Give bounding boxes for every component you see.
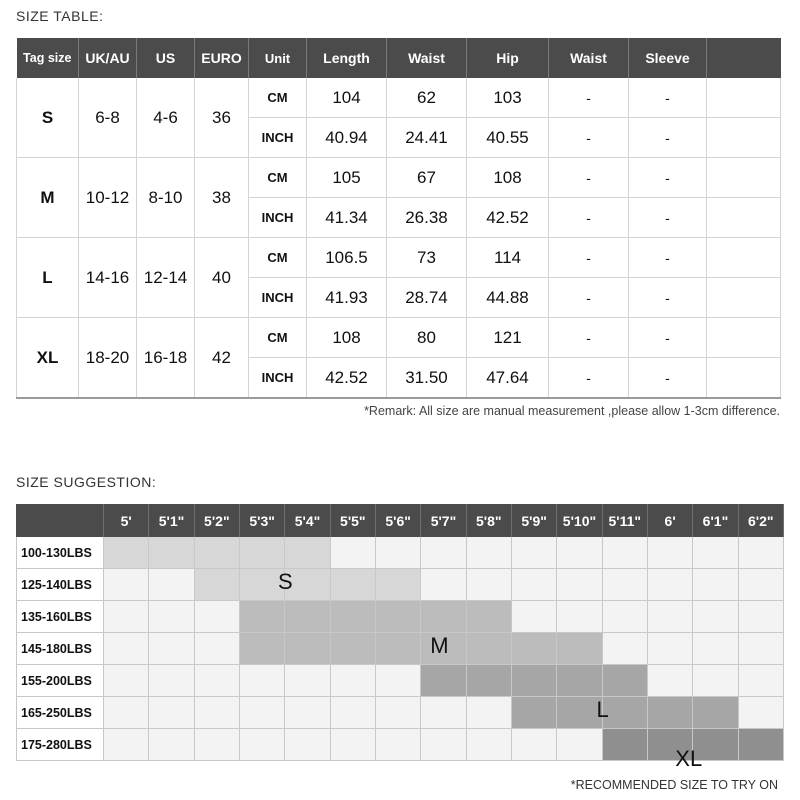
us-cell: 16-18 (137, 318, 195, 399)
grid-cell (195, 729, 240, 761)
uk-au-cell: 10-12 (79, 158, 137, 238)
grid-cell (557, 569, 602, 601)
us-cell: 8-10 (137, 158, 195, 238)
height-header: 6'1" (693, 504, 738, 537)
grid-cell (512, 729, 557, 761)
grid-cell (648, 537, 693, 569)
grid-cell (240, 537, 285, 569)
grid-cell (240, 729, 285, 761)
grid-cell (285, 537, 330, 569)
waist-2-cell: - (549, 278, 629, 318)
size-suggestion-title: SIZE SUGGESTION: (16, 474, 157, 490)
grid-cell (331, 665, 376, 697)
grid-cell (603, 537, 648, 569)
grid-cell (240, 633, 285, 665)
grid-cell (603, 569, 648, 601)
grid-corner-header (16, 504, 104, 537)
grid-cell (467, 569, 512, 601)
grid-cell (603, 601, 648, 633)
sleeve-cell: - (629, 198, 707, 238)
grid-cell (149, 601, 194, 633)
header-waist: Waist (387, 38, 467, 78)
uk-au-cell: 14-16 (79, 238, 137, 318)
grid-cell (376, 633, 421, 665)
grid-cell (467, 697, 512, 729)
unit-cell: INCH (249, 198, 307, 238)
grid-cell (557, 665, 602, 697)
grid-cell (603, 729, 648, 761)
sleeve-cell: - (629, 238, 707, 278)
grid-cell (421, 697, 466, 729)
blank-cell (707, 238, 781, 278)
grid-cell (512, 665, 557, 697)
grid-cell (693, 601, 738, 633)
grid-cell (331, 697, 376, 729)
hip-cell: 44.88 (467, 278, 549, 318)
grid-cell (739, 569, 784, 601)
size-suggestion-grid (16, 504, 784, 772)
euro-cell: 42 (195, 318, 249, 399)
height-header: 5' (104, 504, 149, 537)
grid-cell (104, 537, 149, 569)
height-header: 5'5" (331, 504, 376, 537)
grid-cell (104, 697, 149, 729)
grid-cell (195, 633, 240, 665)
hip-cell: 103 (467, 78, 549, 118)
grid-cell (557, 537, 602, 569)
grid-cell (285, 601, 330, 633)
unit-cell: CM (249, 318, 307, 358)
grid-cell (648, 665, 693, 697)
euro-cell: 38 (195, 158, 249, 238)
hip-cell: 108 (467, 158, 549, 198)
zone-label-xl: XL (675, 746, 703, 772)
header-waist-2: Waist (549, 38, 629, 78)
header-sleeve: Sleeve (629, 38, 707, 78)
uk-au-cell: 6-8 (79, 78, 137, 158)
blank-cell (707, 318, 781, 358)
grid-cell (376, 697, 421, 729)
header-length: Length (307, 38, 387, 78)
height-header: 5'10" (557, 504, 602, 537)
grid-cell (557, 729, 602, 761)
grid-cell (648, 601, 693, 633)
grid-cell (467, 729, 512, 761)
header-blank (707, 38, 781, 78)
sleeve-cell: - (629, 118, 707, 158)
height-header: 5'2" (195, 504, 240, 537)
grid-cell (693, 569, 738, 601)
grid-cell (331, 537, 376, 569)
waist-2-cell: - (549, 318, 629, 358)
waist-cell: 28.74 (387, 278, 467, 318)
size-suggestion-note: *RECOMMENDED SIZE TO TRY ON (570, 778, 778, 792)
grid-cell (603, 697, 648, 729)
grid-cell (149, 537, 194, 569)
grid-cell (285, 697, 330, 729)
grid-cell (331, 569, 376, 601)
grid-cell (149, 697, 194, 729)
header-euro: EURO (195, 38, 249, 78)
waist-cell: 80 (387, 318, 467, 358)
size-row-xl-cm (17, 318, 781, 358)
grid-cell (693, 665, 738, 697)
grid-cell (104, 665, 149, 697)
grid-cell (195, 665, 240, 697)
grid-cell (421, 569, 466, 601)
blank-cell (707, 118, 781, 158)
grid-cell (693, 633, 738, 665)
unit-cell: INCH (249, 118, 307, 158)
size-table-remark: *Remark: All size are manual measurement ,please allow 1-3cm difference. (364, 404, 780, 418)
sleeve-cell: - (629, 78, 707, 118)
height-header: 5'9" (512, 504, 557, 537)
grid-cell (421, 665, 466, 697)
weight-label: 175-280LBS (16, 729, 104, 761)
grid-cell (195, 601, 240, 633)
length-cell: 40.94 (307, 118, 387, 158)
blank-cell (707, 158, 781, 198)
grid-cell (467, 601, 512, 633)
grid-cell (512, 633, 557, 665)
waist-cell: 24.41 (387, 118, 467, 158)
height-header: 6'2" (739, 504, 784, 537)
waist-2-cell: - (549, 238, 629, 278)
sleeve-cell: - (629, 158, 707, 198)
grid-cell (285, 633, 330, 665)
grid-cell (331, 729, 376, 761)
grid-cell (376, 665, 421, 697)
grid-cell (285, 729, 330, 761)
grid-cell (557, 601, 602, 633)
length-cell: 104 (307, 78, 387, 118)
hip-cell: 114 (467, 238, 549, 278)
sleeve-cell: - (629, 358, 707, 399)
grid-cell (648, 697, 693, 729)
blank-cell (707, 278, 781, 318)
grid-cell (195, 697, 240, 729)
hip-cell: 40.55 (467, 118, 549, 158)
weight-label: 165-250LBS (16, 697, 104, 729)
height-header: 5'6" (376, 504, 421, 537)
waist-2-cell: - (549, 118, 629, 158)
grid-cell (104, 729, 149, 761)
grid-cell (512, 569, 557, 601)
length-cell: 41.93 (307, 278, 387, 318)
length-cell: 106.5 (307, 238, 387, 278)
tag-size-cell: M (17, 158, 79, 238)
grid-cell (149, 633, 194, 665)
tag-size-cell: XL (17, 318, 79, 399)
grid-cell (603, 633, 648, 665)
waist-cell: 26.38 (387, 198, 467, 238)
unit-cell: CM (249, 78, 307, 118)
waist-2-cell: - (549, 78, 629, 118)
length-cell: 42.52 (307, 358, 387, 399)
weight-label: 155-200LBS (16, 665, 104, 697)
grid-cell (240, 697, 285, 729)
header-hip: Hip (467, 38, 549, 78)
grid-cell (693, 537, 738, 569)
length-cell: 105 (307, 158, 387, 198)
grid-cell (376, 601, 421, 633)
grid-cell (149, 665, 194, 697)
unit-cell: CM (249, 158, 307, 198)
waist-2-cell: - (549, 358, 629, 399)
grid-cell (512, 537, 557, 569)
blank-cell (707, 198, 781, 238)
tag-size-cell: L (17, 238, 79, 318)
unit-cell: CM (249, 238, 307, 278)
grid-cell (603, 665, 648, 697)
grid-cell (648, 569, 693, 601)
height-header: 6' (648, 504, 693, 537)
grid-cell (557, 633, 602, 665)
weight-label: 135-160LBS (16, 601, 104, 633)
header-unit: Unit (249, 38, 307, 78)
length-cell: 41.34 (307, 198, 387, 238)
hip-cell: 47.64 (467, 358, 549, 399)
grid-cell (149, 569, 194, 601)
grid-cell (739, 633, 784, 665)
header-us: US (137, 38, 195, 78)
grid-cell (739, 665, 784, 697)
grid-cell (331, 601, 376, 633)
size-table-title: SIZE TABLE: (16, 8, 104, 24)
grid-cell (331, 633, 376, 665)
grid-cell (376, 729, 421, 761)
euro-cell: 36 (195, 78, 249, 158)
zone-label-l: L (596, 696, 609, 722)
waist-2-cell: - (549, 198, 629, 238)
waist-2-cell: - (549, 158, 629, 198)
weight-label: 125-140LBS (16, 569, 104, 601)
size-row-s-cm (17, 78, 781, 118)
unit-cell: INCH (249, 358, 307, 399)
height-header: 5'1" (149, 504, 194, 537)
size-row-l-cm (17, 238, 781, 278)
euro-cell: 40 (195, 238, 249, 318)
zone-label-s: S (277, 568, 293, 594)
grid-cell (421, 729, 466, 761)
weight-label: 100-130LBS (16, 537, 104, 569)
size-table (16, 38, 781, 399)
grid-cell (739, 697, 784, 729)
height-header: 5'11" (603, 504, 648, 537)
waist-cell: 73 (387, 238, 467, 278)
grid-cell (376, 569, 421, 601)
grid-cell (104, 569, 149, 601)
grid-cell (104, 601, 149, 633)
us-cell: 4-6 (137, 78, 195, 158)
grid-cell (467, 633, 512, 665)
grid-cell (467, 537, 512, 569)
weight-label: 145-180LBS (16, 633, 104, 665)
blank-cell (707, 78, 781, 118)
grid-cell (739, 601, 784, 633)
grid-cell (693, 697, 738, 729)
grid-cell (467, 665, 512, 697)
grid-cell (739, 729, 784, 761)
us-cell: 12-14 (137, 238, 195, 318)
waist-cell: 67 (387, 158, 467, 198)
grid-cell (240, 665, 285, 697)
grid-cell (149, 729, 194, 761)
height-header: 5'4" (285, 504, 330, 537)
hip-cell: 121 (467, 318, 549, 358)
zone-label-m: M (430, 632, 449, 658)
header-uk-au: UK/AU (79, 38, 137, 78)
grid-cell (240, 601, 285, 633)
tag-size-cell: S (17, 78, 79, 158)
grid-cell (376, 537, 421, 569)
grid-cell (104, 633, 149, 665)
sleeve-cell: - (629, 318, 707, 358)
waist-cell: 62 (387, 78, 467, 118)
waist-cell: 31.50 (387, 358, 467, 399)
grid-cell (421, 601, 466, 633)
grid-cell (421, 537, 466, 569)
grid-cell (739, 537, 784, 569)
grid-cell (195, 569, 240, 601)
hip-cell: 42.52 (467, 198, 549, 238)
height-header: 5'7" (421, 504, 466, 537)
grid-cell (648, 633, 693, 665)
size-table-header-row (17, 38, 781, 78)
uk-au-cell: 18-20 (79, 318, 137, 399)
length-cell: 108 (307, 318, 387, 358)
grid-cell (512, 697, 557, 729)
unit-cell: INCH (249, 278, 307, 318)
height-header: 5'8" (467, 504, 512, 537)
blank-cell (707, 358, 781, 399)
grid-cell (195, 537, 240, 569)
grid-cell (285, 665, 330, 697)
height-header: 5'3" (240, 504, 285, 537)
sleeve-cell: - (629, 278, 707, 318)
size-row-m-cm (17, 158, 781, 198)
header-tag-size: Tag size (17, 38, 79, 78)
grid-cell (512, 601, 557, 633)
